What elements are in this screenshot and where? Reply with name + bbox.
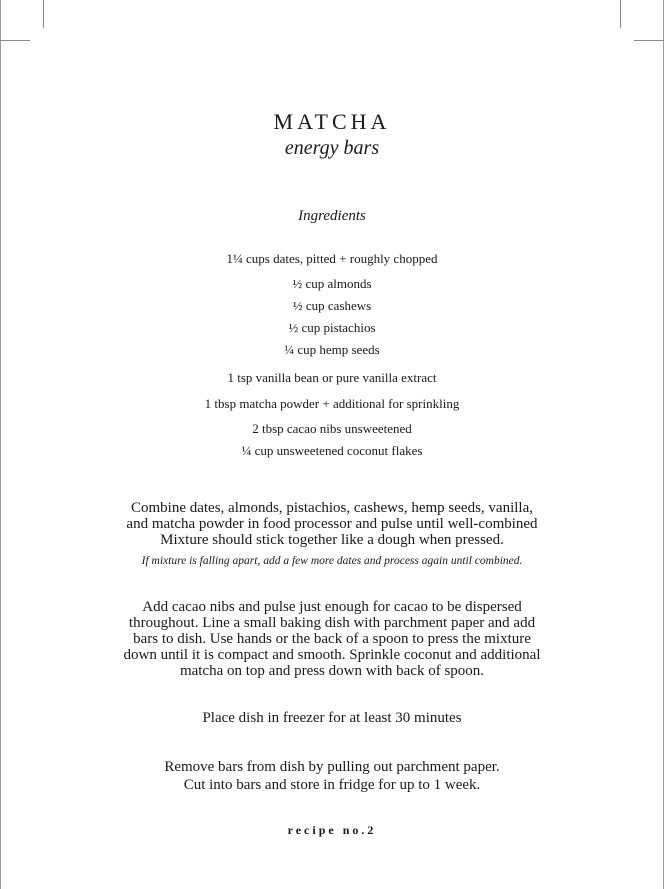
recipe-title: MATCHA xyxy=(273,109,391,134)
ingredients-heading: Ingredients xyxy=(298,208,366,224)
crop-mark-top-right-horizontal xyxy=(634,40,664,41)
recipe-number-footer: recipe no.2 xyxy=(287,823,377,837)
step-1-line: and matcha powder in food processor and pulse until well-combined xyxy=(126,516,538,532)
crop-mark-top-right-vertical xyxy=(620,0,621,28)
step-4-line: Remove bars from dish by pulling out parchment paper. xyxy=(164,759,500,775)
ingredient-item: ¼ cup unsweetened coconut flakes xyxy=(241,443,423,458)
step-4-paragraph xyxy=(0,758,664,794)
crop-mark-top-left-horizontal xyxy=(0,40,30,41)
ingredient-item: ½ cup almonds xyxy=(292,276,372,291)
step-2-line: bars to dish. Use hands or the back of a spoon to press the mixture xyxy=(133,631,531,647)
step-2-line: throughout. Line a small baking dish with parchment paper and add xyxy=(128,615,536,631)
step-1-paragraph xyxy=(0,500,664,548)
ingredient-item: 1 tbsp matcha powder + additional for sprinkling xyxy=(204,396,460,411)
recipe-subtitle: energy bars xyxy=(284,137,380,159)
step-4-line: Cut into bars and store in fridge for up to 1 week. xyxy=(183,777,481,793)
step-2-line: matcha on top and press down with back of spoon. xyxy=(179,663,485,679)
crop-mark-top-left-vertical xyxy=(43,0,44,28)
ingredient-item: 2 tbsp cacao nibs unsweetened xyxy=(252,421,412,436)
ingredient-item: 1 tsp vanilla bean or pure vanilla extract xyxy=(227,370,437,385)
ingredient-item: ½ cup cashews xyxy=(292,298,372,313)
step-1-line: Mixture should stick together like a dough when pressed. xyxy=(160,532,504,548)
step-1-note: If mixture is falling apart, add a few more dates and process again until combined. xyxy=(141,555,523,567)
step-2-paragraph xyxy=(0,599,664,679)
ingredient-item: ¼ cup hemp seeds xyxy=(284,342,380,357)
step-2-line: down until it is compact and smooth. Sprinkle coconut and additional xyxy=(123,647,541,663)
step-1-line: Combine dates, almonds, pistachios, cashews, hemp seeds, vanilla, xyxy=(130,500,533,516)
step-3-paragraph: Place dish in freezer for at least 30 minutes xyxy=(202,710,462,726)
step-2-line: Add cacao nibs and pulse just enough for cacao to be dispersed xyxy=(142,599,522,615)
ingredient-item: ½ cup pistachios xyxy=(288,320,376,335)
ingredient-item: 1¼ cups dates, pitted + roughly chopped xyxy=(226,251,438,266)
